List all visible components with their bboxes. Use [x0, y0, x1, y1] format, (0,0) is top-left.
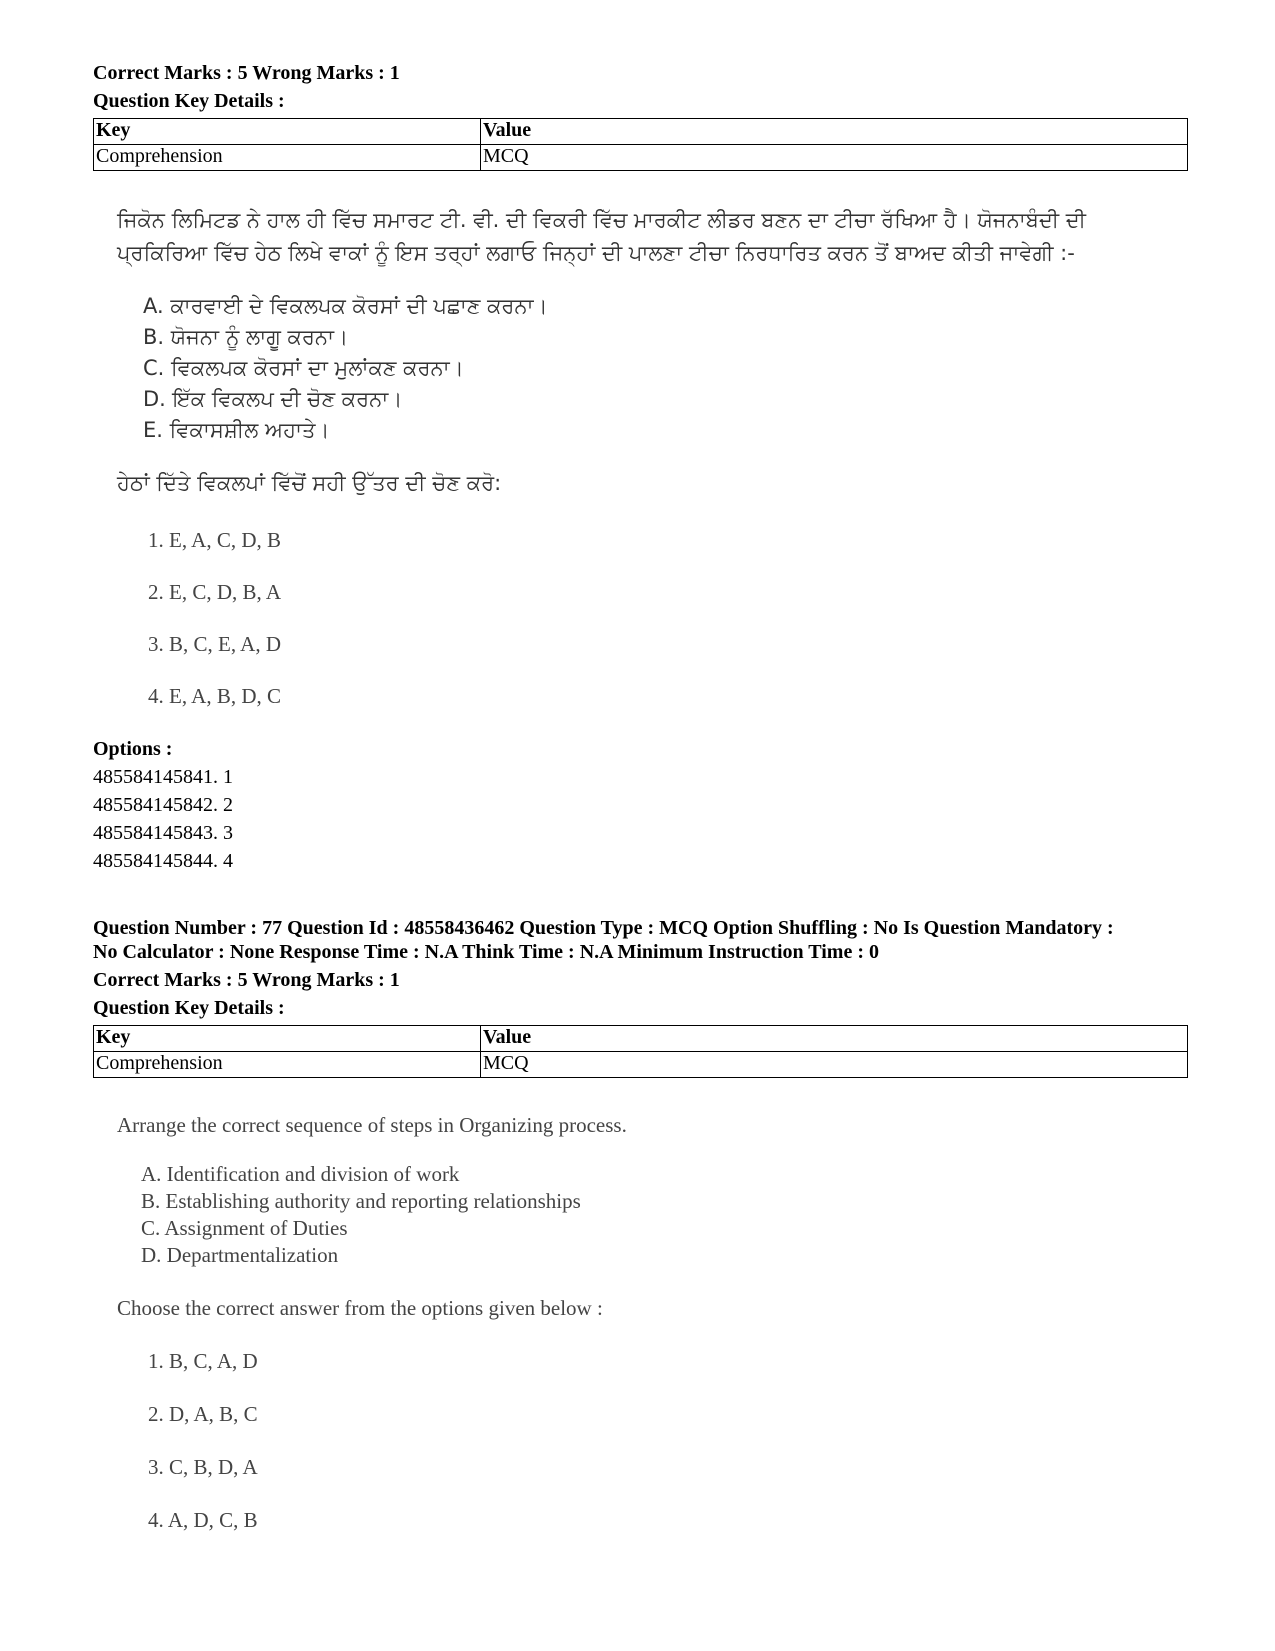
q77-answer-choice-4: 4. A, D, C, B: [148, 1508, 258, 1532]
q77-answer-choice-3: 3. C, B, D, A: [148, 1455, 258, 1479]
q77-instruction: Choose the correct answer from the options given below :: [117, 1296, 603, 1320]
q77-header-line1: Question Number : 77 Question Id : 48558436462 Question Type : MCQ Option Shuffling : No Is Question Mandatory :: [93, 917, 1114, 939]
q77-marks-line: Correct Marks : 5 Wrong Marks : 1: [93, 969, 400, 991]
q76-stem-line2: ਪ੍ਰਕਿਰਿਆ ਵਿੱਚ ਹੇਠ ਲਿਖੇ ਵਾਕਾਂ ਨੂੰ ਇਸ ਤਰ੍ਹਾਂ ਲਗਾਓ ਜਿਨ੍ਹਾਂ ਦੀ ਪਾਲਣਾ ਟੀਚਾ ਨਿਰਧਾਰਿਤ ਕਰਨ ਤੋਂ ਬਾਅਦ ਕੀਤੀ ਜਾਵੇਗੀ :-: [117, 241, 1075, 265]
q76-option-2: 485584145842. 2: [93, 794, 233, 816]
q76-answer-choice-4: 4. E, A, B, D, C: [148, 684, 282, 708]
table-header-row: [94, 1026, 1188, 1052]
q76-stem-line1: ਜਿਕੋਨ ਲਿਮਿਟਡ ਨੇ ਹਾਲ ਹੀ ਵਿੱਚ ਸਮਾਰਟ ਟੀ. ਵੀ. ਦੀ ਵਿਕਰੀ ਵਿੱਚ ਮਾਰਕੀਟ ਲੀਡਰ ਬਣਨ ਦਾ ਟੀਚਾ ਰੱਖਿਆ ਹੈ। ਯੋਜਨਾਬੰਦੀ ਦੀ: [117, 208, 1087, 232]
q77-answer-choice-2: 2. D, A, B, C: [148, 1402, 258, 1426]
q77-statement-d: D. Departmentalization: [141, 1243, 339, 1267]
q76-option-1: 485584145841. 1: [93, 766, 233, 788]
q76-instruction: ਹੇਠਾਂ ਦਿੱਤੇ ਵਿਕਲਪਾਂ ਵਿੱਚੋਂ ਸਹੀ ਉੱਤਰ ਦੀ ਚੋਣ ਕਰੋ:: [117, 471, 502, 495]
q77-stem: Arrange the correct sequence of steps in Organizing process.: [117, 1113, 627, 1137]
q76-statement-a: A. ਕਾਰਵਾਈ ਦੇ ਵਿਕਲਪਕ ਕੋਰਸਾਂ ਦੀ ਪਛਾਣ ਕਰਨਾ।: [143, 294, 548, 318]
table-row: [94, 145, 1188, 171]
table-cell-value: MCQ: [481, 145, 1188, 171]
table-row: [94, 1052, 1188, 1078]
q76-answer-choice-1: 1. E, A, C, D, B: [148, 528, 282, 552]
q76-options-label: Options :: [93, 738, 173, 760]
q76-option-4: 485584145844. 4: [93, 850, 233, 872]
q76-option-3: 485584145843. 3: [93, 822, 233, 844]
q76-statement-d: D. ਇੱਕ ਵਿਕਲਪ ਦੀ ਚੋਣ ਕਰਨਾ।: [143, 387, 403, 411]
q77-header-line2: No Calculator : None Response Time : N.A Think Time : N.A Minimum Instruction Time : 0: [93, 941, 879, 963]
table-header-key: Key: [94, 1026, 481, 1052]
q77-key-details-table: [93, 1025, 1188, 1078]
q76-key-details-table: [93, 118, 1188, 171]
table-header-key: Key: [94, 119, 481, 145]
q77-statement-a: A. Identification and division of work: [141, 1162, 460, 1186]
table-header-value: Value: [481, 119, 1188, 145]
q76-statement-c: C. ਵਿਕਲਪਕ ਕੋਰਸਾਂ ਦਾ ਮੁਲਾਂਕਣ ਕਰਨਾ।: [143, 356, 464, 380]
q77-statement-b: B. Establishing authority and reporting relationships: [141, 1189, 581, 1213]
q77-answer-choice-1: 1. B, C, A, D: [148, 1349, 258, 1373]
q76-answer-choice-3: 3. B, C, E, A, D: [148, 632, 282, 656]
table-cell-value: MCQ: [481, 1052, 1188, 1078]
table-header-value: Value: [481, 1026, 1188, 1052]
q77-key-details-label: Question Key Details :: [93, 997, 285, 1019]
q77-statement-c: C. Assignment of Duties: [141, 1216, 348, 1240]
q76-key-details-label: Question Key Details :: [93, 90, 285, 112]
q76-statement-b: B. ਯੋਜਨਾ ਨੂੰ ਲਾਗੂ ਕਰਨਾ।: [143, 325, 349, 349]
q76-marks-line: Correct Marks : 5 Wrong Marks : 1: [93, 62, 400, 84]
q76-statement-e: E. ਵਿਕਾਸਸ਼ੀਲ ਅਹਾਤੇ।: [143, 418, 330, 442]
q76-answer-choice-2: 2. E, C, D, B, A: [148, 580, 282, 604]
table-header-row: [94, 119, 1188, 145]
table-cell-key: Comprehension: [94, 145, 481, 171]
table-cell-key: Comprehension: [94, 1052, 481, 1078]
